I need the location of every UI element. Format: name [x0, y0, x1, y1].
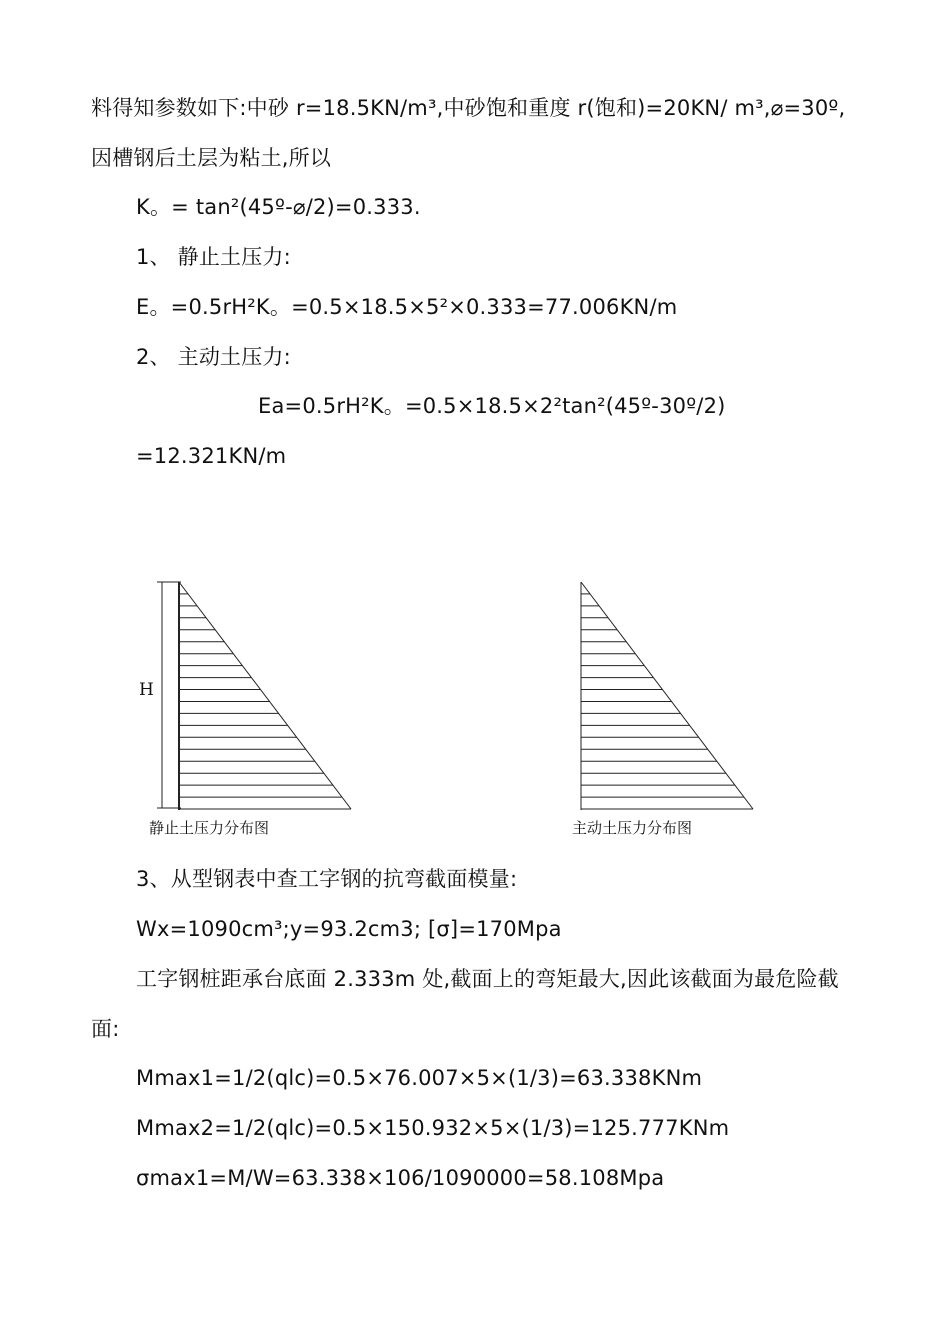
sigma1-formula: σmax1=M/W=63.338×106/1090000=58.108Mpa [136, 1166, 665, 1190]
at-rest-caption: 静止土压力分布图 [149, 819, 270, 837]
mmax1-formula: Mmax1=1/2(qlc)=0.5×76.007×5×(1/3)=63.338KNm [136, 1066, 703, 1090]
params-line-2: 因槽钢后土层为粘土,所以 [91, 146, 332, 170]
danger-line-2: 面: [91, 1017, 120, 1041]
item3-heading: 3、从型钢表中查工字钢的抗弯截面模量: [136, 867, 518, 891]
active-caption: 主动土压力分布图 [572, 819, 693, 837]
pressure-hypotenuse [179, 582, 351, 809]
danger-line-1: 工字钢桩距承台底面 2.333m 处,截面上的弯矩最大,因此该截面为最危险截 [136, 967, 839, 991]
height-label: H [139, 680, 154, 700]
item1-heading: 1、 静止土压力: [136, 245, 291, 269]
params-line-1: 料得知参数如下:中砂 r=18.5KN/m³,中砂饱和重度 r(饱和)=20KN/ m³,⌀=30º, [91, 96, 846, 120]
k0-formula: K。= tan²(45º-⌀/2)=0.333. [136, 195, 421, 219]
pressure-hypotenuse [581, 582, 753, 809]
mmax2-formula: Mmax2=1/2(qlc)=0.5×150.932×5×(1/3)=125.777KNm [136, 1116, 730, 1140]
section-modulus: Wx=1090cm³;y=93.2cm3; [σ]=170Mpa [136, 917, 562, 941]
e0-formula: E。=0.5rH²K。=0.5×18.5×5²×0.333=77.006KN/m [136, 295, 678, 319]
item2-heading: 2、 主动土压力: [136, 345, 291, 369]
ea-result: =12.321KN/m [136, 444, 287, 468]
ea-formula: Ea=0.5rH²K。=0.5×18.5×2²tan²(45º-30º/2) [258, 394, 726, 418]
